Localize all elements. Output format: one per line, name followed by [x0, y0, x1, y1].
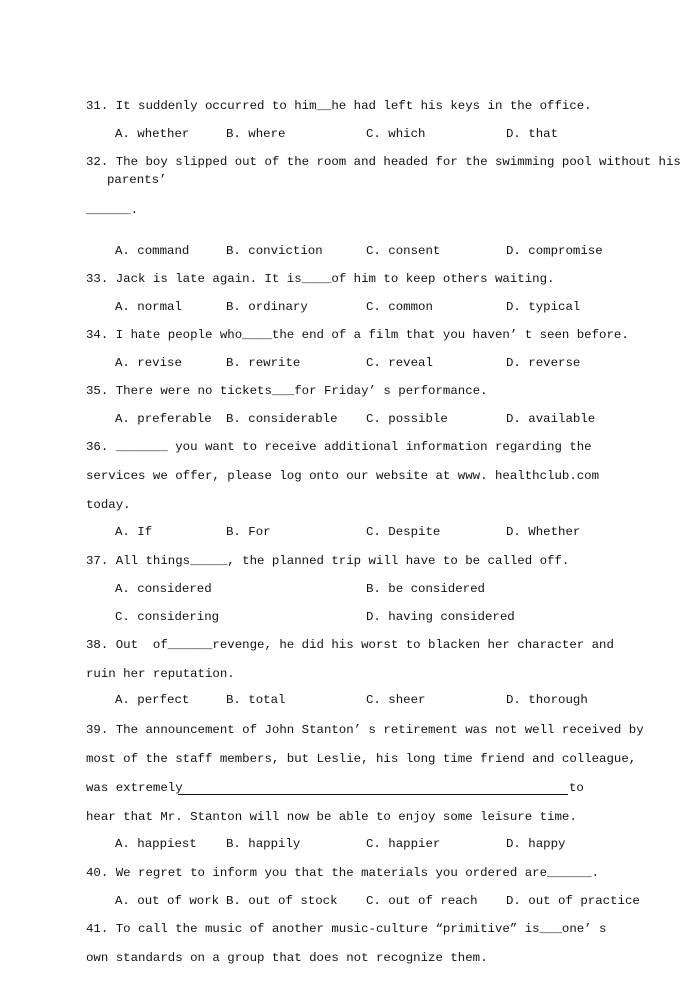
option-b: B. total — [226, 693, 286, 707]
option-b: B. For — [226, 525, 271, 539]
option-d: D. having considered — [366, 610, 515, 624]
question-41-line-2: own standards on a group that does not recognize them. — [86, 951, 488, 965]
option-d: D. compromise — [506, 244, 603, 258]
answer-blank-line — [178, 794, 568, 795]
option-d: D. typical — [506, 300, 581, 314]
question-40: 40. We regret to inform you that the materials you ordered are______. — [86, 866, 600, 880]
option-c: C. sheer — [366, 693, 426, 707]
option-c: C. considering — [115, 610, 220, 624]
option-c: C. happier — [366, 837, 441, 851]
question-37: 37. All things_____, the planned trip will have to be called off. — [86, 554, 570, 568]
option-b: B. out of stock — [226, 894, 338, 908]
option-d: D. Whether — [506, 525, 581, 539]
option-a: A. command — [115, 244, 190, 258]
question-36: 36. _______ you want to receive additional information regarding the — [86, 440, 592, 454]
option-c: C. consent — [366, 244, 441, 258]
option-d: D. that — [506, 127, 559, 141]
option-d: D. reverse — [506, 356, 581, 370]
option-c: C. out of reach — [366, 894, 478, 908]
option-a: A. revise — [115, 356, 182, 370]
option-a: A. whether — [115, 127, 190, 141]
question-32-blank: ______. — [86, 203, 139, 217]
option-a: A. If — [115, 525, 153, 539]
option-b: B. be considered — [366, 582, 485, 596]
question-34: 34. I hate people who____the end of a film that you haven’ t seen before. — [86, 328, 629, 342]
question-35: 35. There were no tickets___for Friday’ s performance. — [86, 384, 488, 398]
option-b: B. rewrite — [226, 356, 301, 370]
option-d: D. happy — [506, 837, 566, 851]
option-b: B. considerable — [226, 412, 338, 426]
question-39-to: to — [569, 781, 584, 795]
option-a: A. preferable — [115, 412, 212, 426]
option-a: A. perfect — [115, 693, 190, 707]
option-d: D. out of practice — [506, 894, 640, 908]
question-38: 38. Out of______revenge, he did his worst to blacken her character and — [86, 638, 614, 652]
question-39: 39. The announcement of John Stanton’ s retirement was not well received by — [86, 723, 644, 737]
option-a: A. out of work — [115, 894, 220, 908]
question-31: 31. It suddenly occurred to him__he had left his keys in the office. — [86, 99, 592, 113]
option-c: C. common — [366, 300, 433, 314]
option-c: C. which — [366, 127, 426, 141]
question-32-continuation: parents’ — [107, 173, 167, 187]
question-36-line-3: today. — [86, 498, 131, 512]
option-a: A. happiest — [115, 837, 197, 851]
option-b: B. happily — [226, 837, 301, 851]
question-38-line-2: ruin her reputation. — [86, 667, 235, 681]
option-b: B. ordinary — [226, 300, 308, 314]
question-39-line-4: hear that Mr. Stanton will now be able to enjoy some leisure time. — [86, 810, 577, 824]
option-b: B. conviction — [226, 244, 323, 258]
option-d: D. available — [506, 412, 596, 426]
option-c: C. Despite — [366, 525, 441, 539]
option-c: C. reveal — [366, 356, 433, 370]
question-41: 41. To call the music of another music-culture “primitive” is___one’ s — [86, 922, 607, 936]
question-33: 33. Jack is late again. It is____of him to keep others waiting. — [86, 272, 555, 286]
option-d: D. thorough — [506, 693, 588, 707]
question-39-line-3: was extremely — [86, 781, 183, 795]
option-b: B. where — [226, 127, 286, 141]
option-a: A. considered — [115, 582, 212, 596]
option-a: A. normal — [115, 300, 182, 314]
option-c: C. possible — [366, 412, 448, 426]
question-39-line-2: most of the staff members, but Leslie, his long time friend and colleague, — [86, 752, 637, 766]
question-32: 32. The boy slipped out of the room and headed for the swimming pool without his — [86, 155, 681, 169]
question-36-line-2: services we offer, please log onto our website at www. healthclub.com — [86, 469, 600, 483]
